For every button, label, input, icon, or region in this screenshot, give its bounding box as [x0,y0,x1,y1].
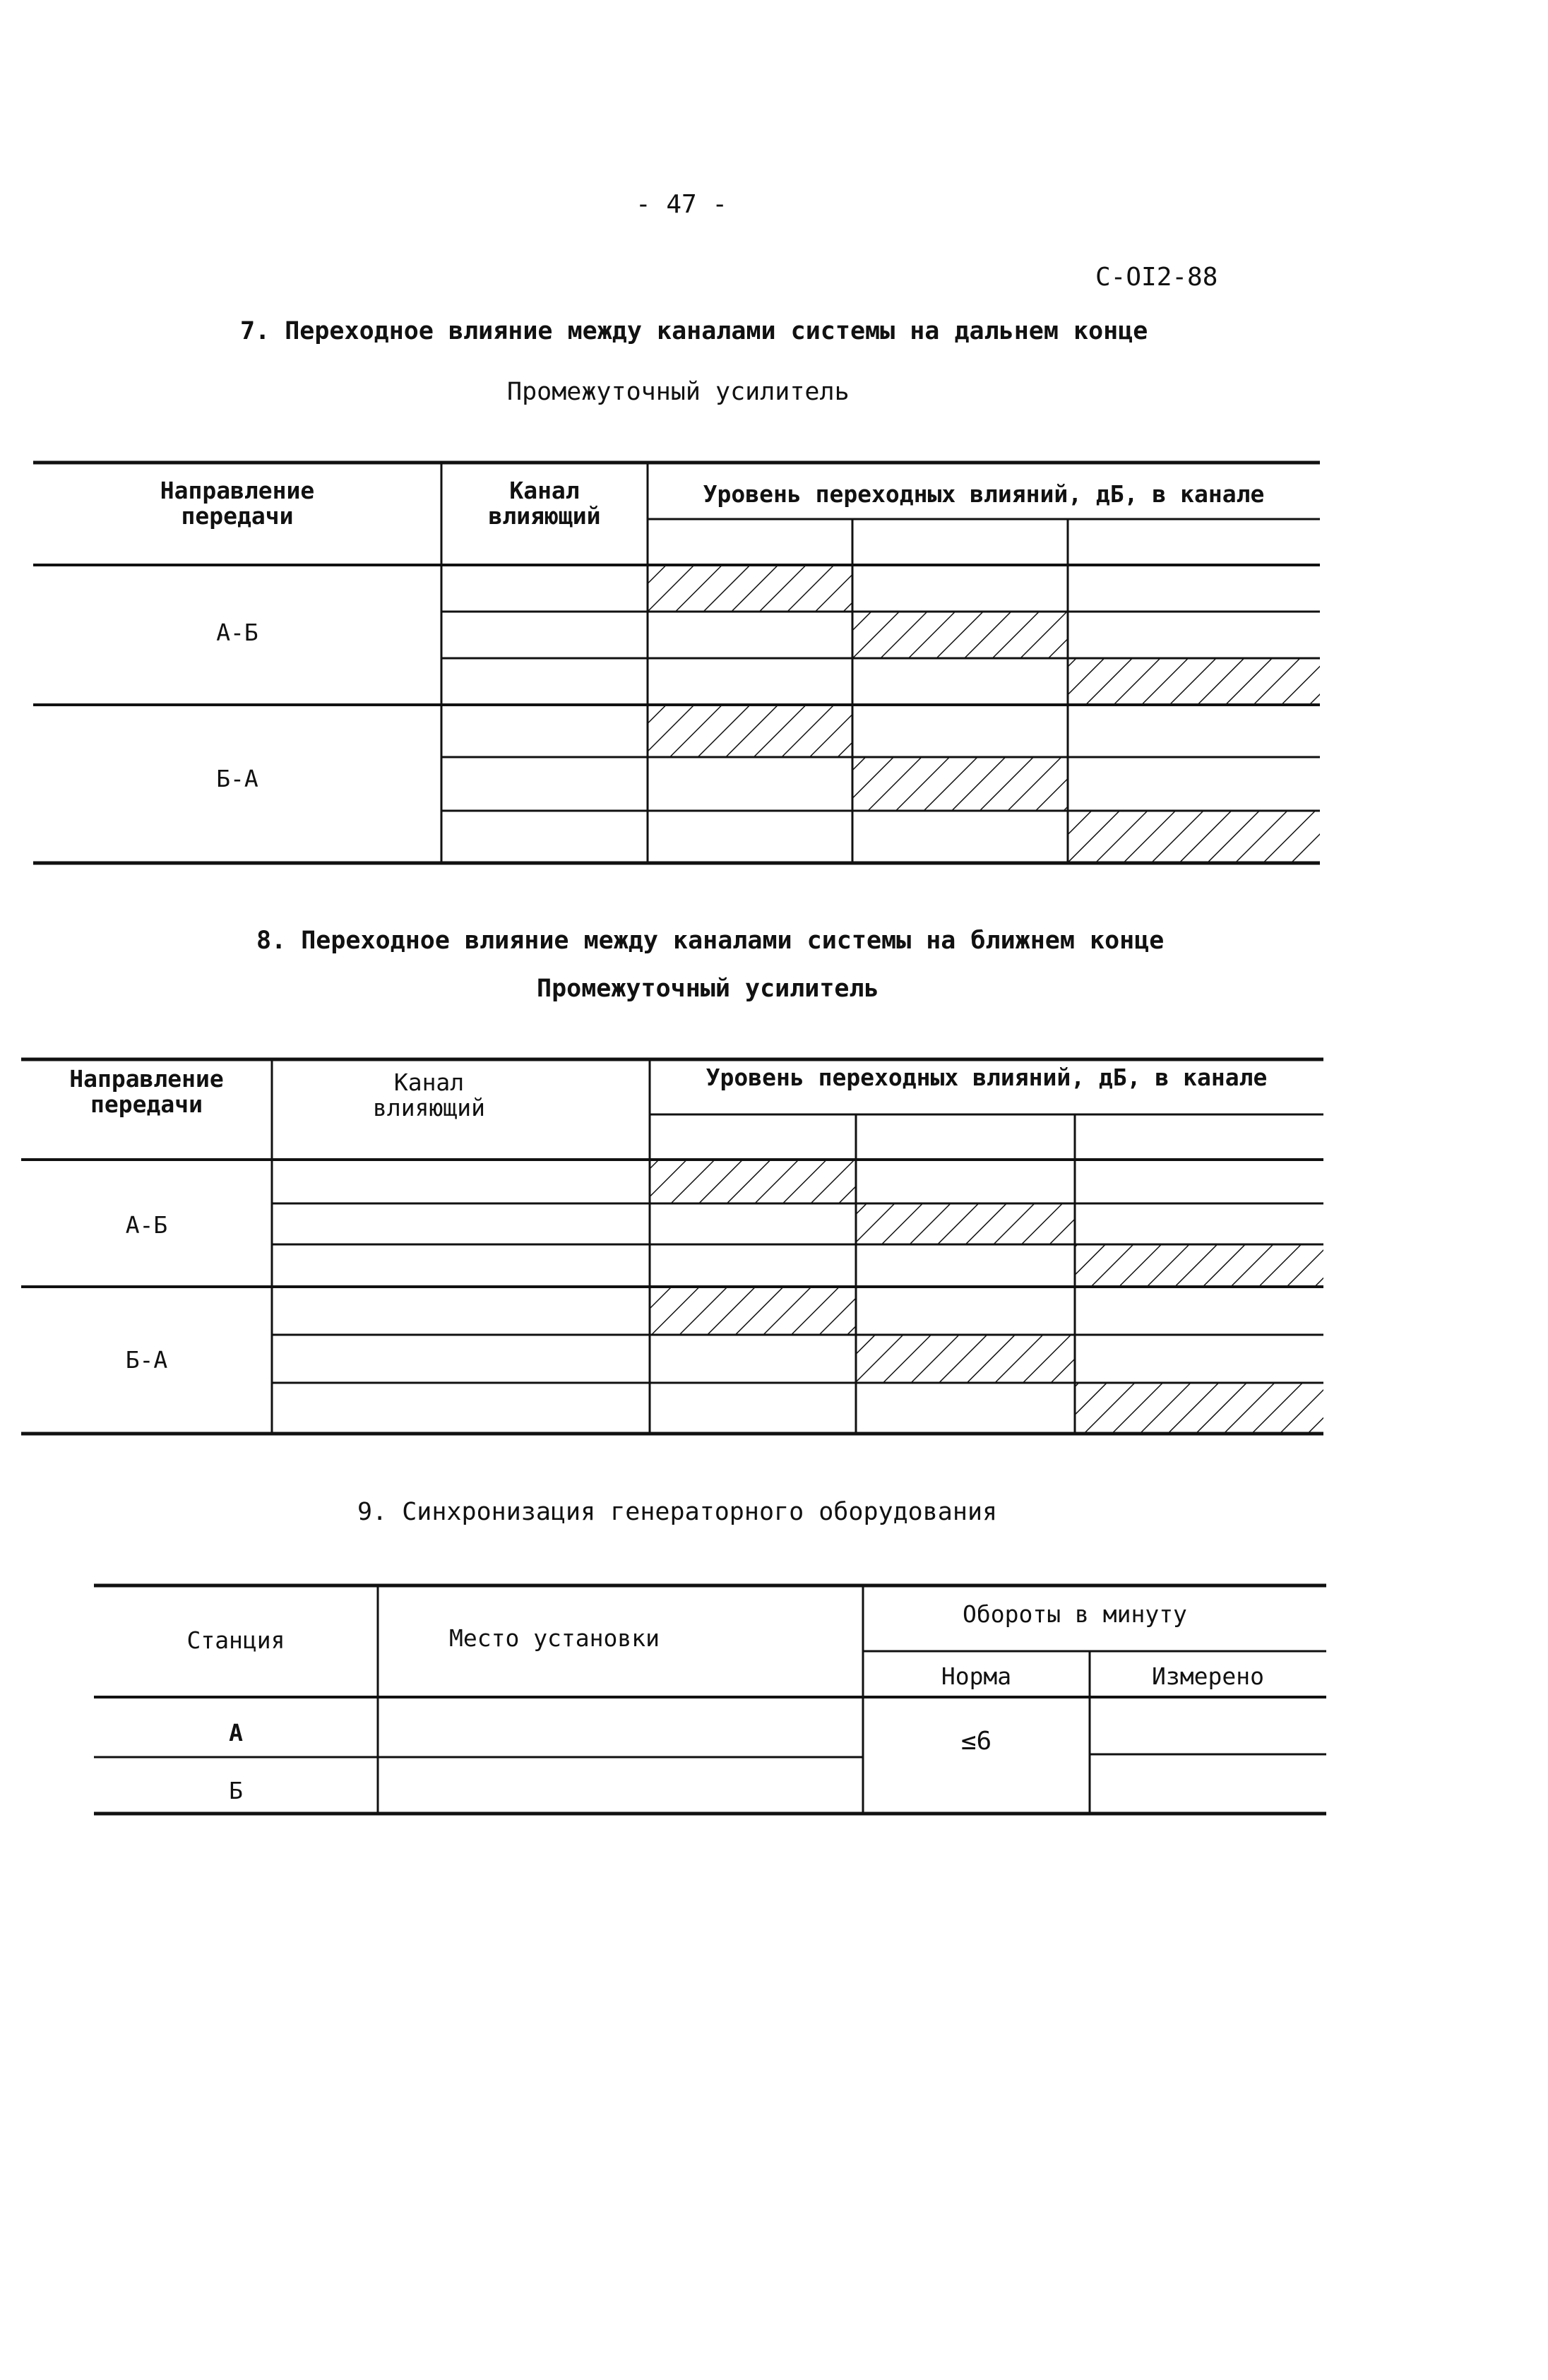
row-label-a-b: А-Б [125,1211,168,1239]
column-header-rpm: Обороты в минуту [963,1600,1187,1628]
section-8-subtitle: Промежуточный усилитель [537,975,879,1003]
section-7-subtitle: Промежуточный усилитель [507,378,850,406]
column-header-place: Место установки [448,1624,660,1652]
row-label-station-b: Б [229,1777,243,1804]
page-number: - 47 - [636,190,728,219]
column-header-station: Станция [186,1626,285,1654]
column-header-direction: Направление передачи [160,477,315,530]
column-header-channel: Канал влияющий [373,1069,485,1121]
column-header-channel: Канал влияющий [488,477,601,530]
row-label-station-a: А [229,1719,243,1747]
row-label-a-b: А-Б [216,619,258,646]
row-label-b-a: Б-А [216,765,258,792]
column-header-norm: Норма [941,1662,1012,1690]
section-8-title: 8. Переходное влияние между каналами системы на ближнем конце [256,927,1165,955]
document-code: С-OI2-88 [1095,263,1218,292]
column-header-measured: Измерено [1152,1662,1264,1690]
section-7-title: 7. Переходное влияние между каналами системы на дальнем конце [240,317,1148,345]
section-9-title: 9. Синхронизация генераторного оборудования [357,1498,998,1526]
row-label-b-a: Б-А [125,1346,168,1374]
norm-value: ≤6 [960,1727,992,1756]
column-header-direction: Направление передачи [69,1065,224,1118]
column-header-level: Уровень переходных влияний, дБ, в канале [703,480,1265,508]
column-header-level: Уровень переходных влияний, дБ, в канале [705,1064,1268,1091]
